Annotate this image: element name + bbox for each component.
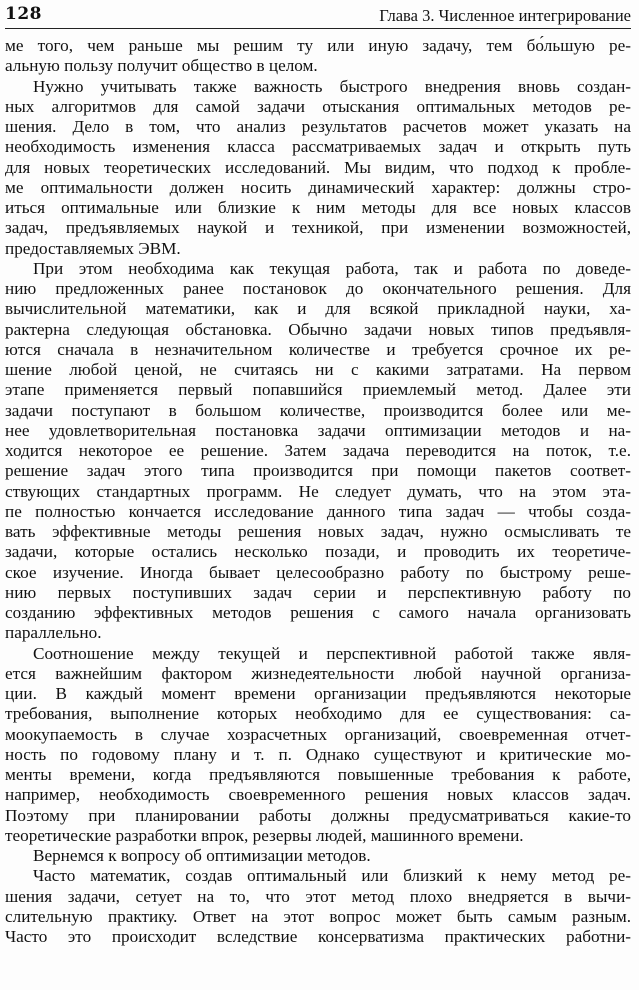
text-line: ходится некоторое ее решение. Затем задача переводится на поток, т.е.	[5, 441, 631, 460]
text-line: моокупаемость в случае хозрасчетных организаций, своевременная отчет-	[5, 724, 631, 744]
text-line: альную пользу получит общество в целом.	[5, 56, 318, 76]
page-number: 128	[5, 4, 42, 24]
text-line: шение любой ценой, не считаясь ни с какими затратами. На первом	[5, 360, 631, 379]
text-line: вать эффективные методы решения новых задач, нужно осмысливать те	[5, 522, 631, 541]
text-line: вычислительной математики, как и для всякой прикладной науки, ха-	[5, 299, 631, 319]
text-line: Нужно учитывать также важность быстрого внедрения вновь создан-	[33, 76, 631, 96]
text-line: Вернемся к вопросу об оптимизации методов.	[33, 846, 371, 865]
paragraph	[5, 77, 631, 259]
text-line: ются сначала в незначительном количестве и требуется срочное их ре-	[5, 339, 631, 359]
text-line: Соотношение между текущей и перспективной работой также явля-	[33, 643, 631, 663]
running-head	[5, 2, 631, 29]
text-line: ме оптимальности должен носить динамический характер: должны стро-	[5, 177, 631, 197]
text-line: ме того, чем раньше мы решим ту или иную задачу, тем бо́льшую ре-	[5, 36, 631, 55]
text-line: необходимость изменения класса рассматриваемых задач и открыть путь	[5, 137, 631, 157]
text-line: При этом необходима как текущая работа, так и работа по доведе-	[33, 258, 631, 278]
text-line: Часто это происходит вследствие консерватизма практических работни-	[5, 927, 631, 946]
text-line: задачи поступают в большом количестве, производится более или ме-	[5, 400, 631, 420]
text-line: ствующих стандартных программ. Не следует думать, что на этом эта-	[5, 481, 631, 501]
text-line: пе полностью кончается исследование данного типа задач — чтобы созда-	[5, 501, 631, 521]
text-line: менты времени, когда предъявляются повышенные требования к работе,	[5, 765, 631, 784]
text-line: задач, предъявляемых наукой и техникой, при изменении возможностей,	[5, 218, 631, 238]
text-line: шения задачи, сетует на то, что этот метод плохо внедряется в вычи-	[5, 886, 631, 906]
text-line: ское изучение. Иногда бывает целесообразно работу по быстрому реше-	[5, 562, 631, 582]
chapter-title: Глава 3. Численное интегрирование	[379, 6, 631, 25]
text-line: теоретические разработки впрок, резервы людей, машинного времени.	[5, 825, 524, 845]
text-line: ции. В каждый момент времени организации предъявляются некоторые	[5, 684, 631, 703]
text-line: для новых теоретических исследований. Мы видим, что подход к пробле-	[5, 157, 631, 177]
text-line: шения. Дело в том, что анализ результатов расчетов может указать на	[5, 117, 631, 136]
paragraph	[5, 644, 631, 847]
text-line: иться оптимальные или близкие к ним методы для все новых классов	[5, 198, 631, 217]
paragraph	[5, 866, 631, 947]
text-line: задачи, которые остались несколько позади, и проводить их теоретиче-	[5, 542, 631, 562]
text-line: Часто математик, создав оптимальный или близкий к нему метод ре-	[33, 866, 631, 886]
body-text	[5, 36, 631, 947]
text-line: требования, выполнение которых необходимо для ее существования: са-	[5, 704, 631, 724]
text-line: нию предложенных ранее постановок до окончательного решения. Для	[5, 279, 631, 298]
text-line: ется важнейшим фактором жизнедеятельности любой научной организа-	[5, 663, 631, 683]
paragraph	[5, 36, 631, 77]
text-line: решение задач этого типа производится при помощи пакетов соответ-	[5, 461, 631, 481]
text-line: например, необходимость своевременного решения новых классов задач.	[5, 785, 631, 805]
text-line: этапе применяется первый попавшийся приемлемый метод. Далее эти	[5, 380, 631, 400]
paragraph	[5, 846, 631, 866]
text-line: ность по годовому плану и т. п. Однако существуют и критические мо-	[5, 744, 631, 764]
text-line: Поэтому при планировании работы должны предусматриваться какие-то	[5, 805, 631, 825]
text-line: нию первых поступивших задач серии и перспективную работу по	[5, 582, 631, 602]
text-line: слительную практику. Ответ на этот вопрос может быть самым разным.	[5, 906, 631, 926]
paragraph	[5, 259, 631, 644]
text-line: рактерна следующая обстановка. Обычно задачи новых типов предъявля-	[5, 319, 631, 339]
text-line: предоставляемых ЭВМ.	[5, 238, 181, 258]
text-line: ных алгоритмов для самой задачи отыскания оптимальных методов ре-	[5, 96, 631, 116]
text-line: нее удовлетворительная постановка задачи оптимизации методов и на-	[5, 420, 631, 440]
text-line: созданию эффективных методов решения с самого начала организовать	[5, 603, 631, 622]
text-line: параллельно.	[5, 623, 102, 643]
